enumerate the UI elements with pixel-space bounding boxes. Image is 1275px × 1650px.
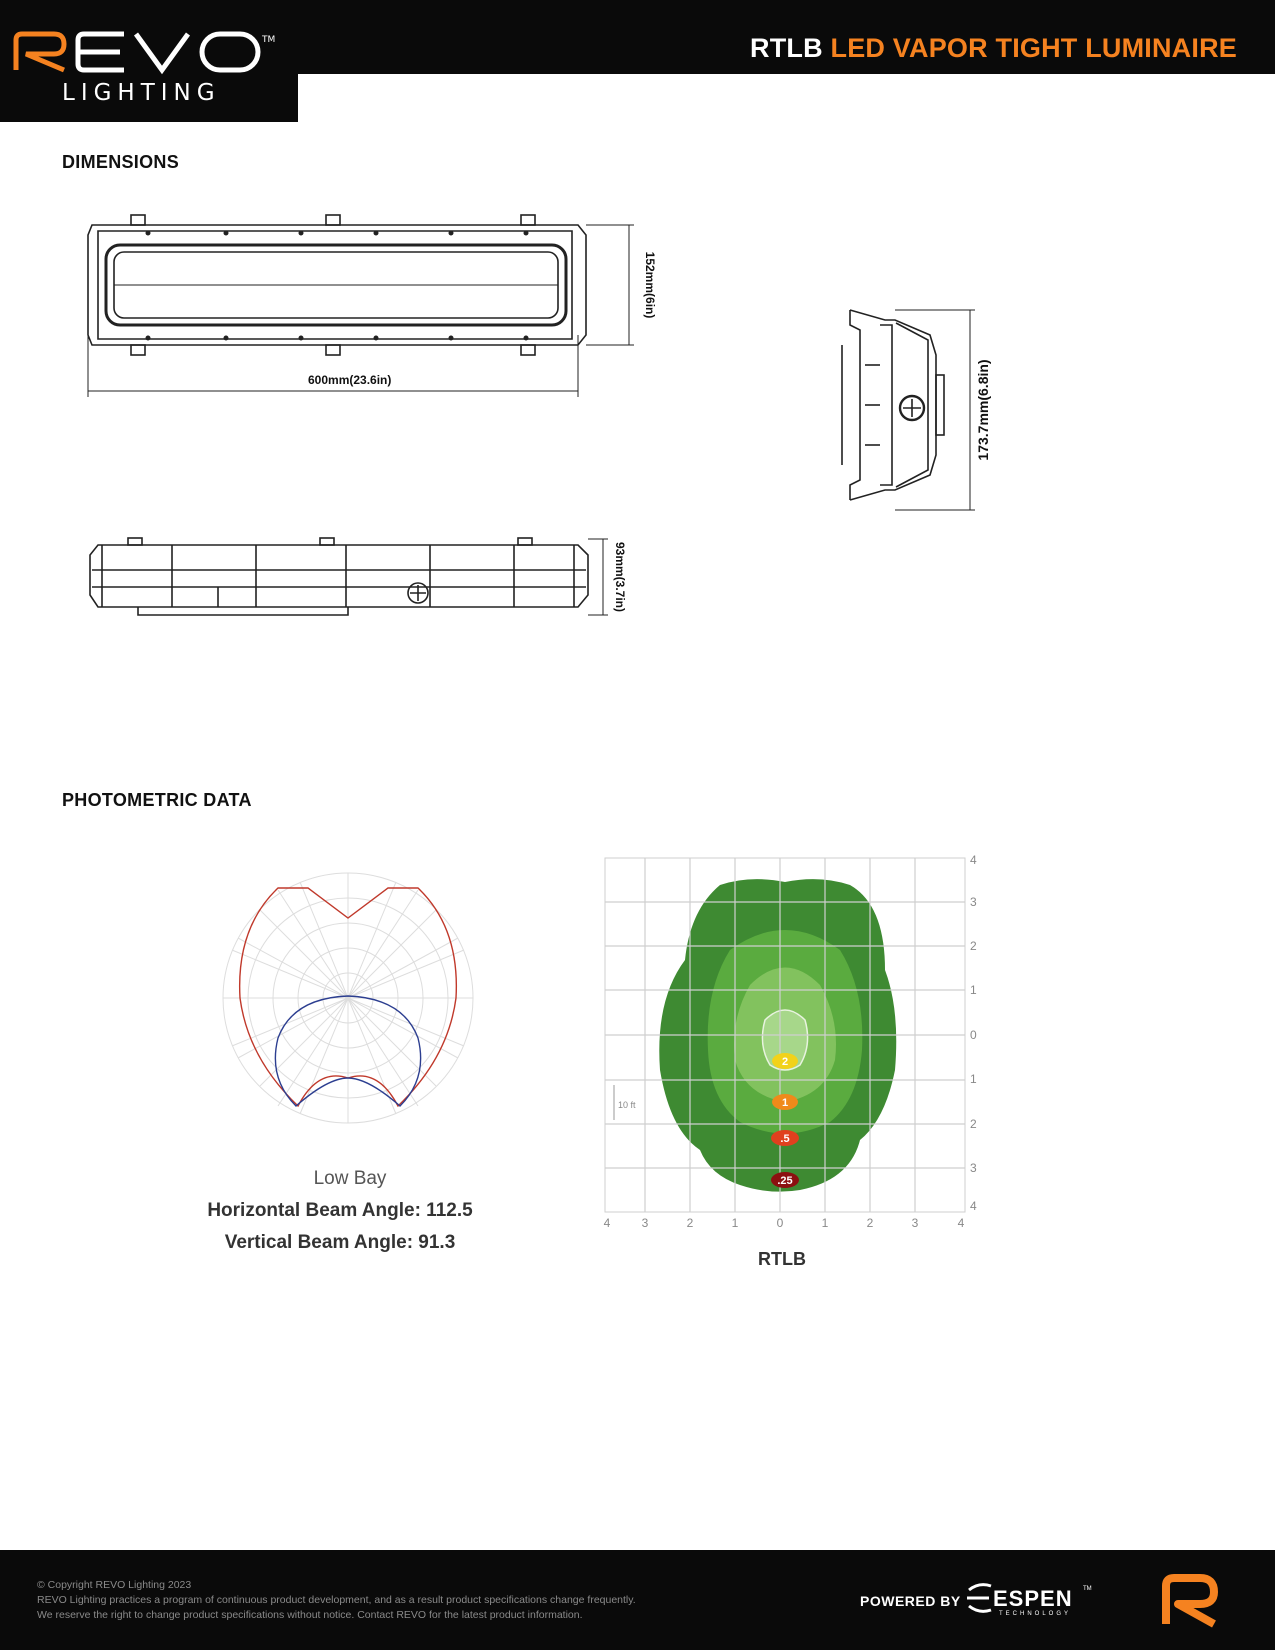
- contour-label-025: .25: [777, 1175, 793, 1187]
- bottom-tick: 0: [776, 1216, 784, 1230]
- footer: [0, 1550, 1275, 1650]
- polar-caption: Low Bay: [313, 1168, 387, 1189]
- disclaimer-line-1: REVO Lighting practices a program of continuous product development, and as a result product specifications change frequently.: [37, 1594, 636, 1606]
- bottom-tick: 2: [686, 1216, 694, 1230]
- bottom-tick: 3: [911, 1216, 919, 1230]
- polar-distribution-chart: [218, 868, 478, 1138]
- bottom-tick: 4: [603, 1216, 611, 1230]
- powered-by-label: POWERED BY: [860, 1593, 961, 1609]
- right-tick: 4: [970, 853, 977, 867]
- top-view-drawing: [86, 205, 657, 405]
- right-tick: 1: [970, 983, 977, 997]
- horizontal-beam-angle: Horizontal Beam Angle: 112.5: [207, 1200, 473, 1221]
- page-title: [750, 33, 1237, 64]
- disclaimer-line-2: We reserve the right to change product specifications without notice. Contact REVO for the latest product information.: [37, 1609, 583, 1621]
- espen-wordmark: ESPEN: [993, 1586, 1073, 1611]
- espen-subtitle: TECHNOLOGY: [999, 1611, 1072, 1617]
- bottom-tick: 3: [641, 1216, 649, 1230]
- bottom-tick: 2: [866, 1216, 874, 1230]
- trademark: TM: [262, 35, 276, 45]
- right-tick: 4: [970, 1199, 977, 1213]
- isofootcandle-chart: [600, 850, 990, 1230]
- footer-disclaimer: [37, 1578, 636, 1623]
- right-tick: 0: [970, 1028, 977, 1042]
- brand-subtitle: LIGHTING: [62, 80, 221, 106]
- vertical-beam-angle: Vertical Beam Angle: 91.3: [224, 1232, 456, 1253]
- copyright-text: © Copyright REVO Lighting 2023: [37, 1579, 192, 1591]
- revo-r-icon: [1160, 1572, 1220, 1628]
- contour-label-1: 1: [781, 1097, 789, 1109]
- isofootcandle-caption: RTLB: [758, 1249, 806, 1269]
- espen-trademark: TM: [1083, 1586, 1092, 1592]
- side-height-label: 93mm(3.7in): [613, 541, 627, 613]
- revo-wordmark: [12, 30, 276, 74]
- right-tick: 2: [970, 1117, 977, 1131]
- end-view-drawing: [840, 305, 1030, 515]
- bottom-tick: 1: [821, 1216, 829, 1230]
- bottom-tick: 4: [957, 1216, 965, 1230]
- contour-label-05: .5: [780, 1133, 790, 1145]
- right-tick: 3: [970, 1161, 977, 1175]
- right-tick: 1: [970, 1072, 977, 1086]
- right-tick: 2: [970, 939, 977, 953]
- top-width-label: 600mm(23.6in): [308, 373, 392, 387]
- right-tick: 3: [970, 895, 977, 909]
- product-name: LED VAPOR TIGHT LUMINAIRE: [830, 33, 1237, 63]
- top-height-label: 152mm(6in): [643, 251, 657, 319]
- espen-logo[interactable]: [965, 1578, 1095, 1618]
- product-code: RTLB: [750, 33, 823, 63]
- brand-logo[interactable]: [0, 0, 298, 122]
- end-height-label: 173.7mm(6.8in): [975, 359, 991, 461]
- photometric-heading: PHOTOMETRIC DATA: [62, 790, 252, 810]
- side-view-drawing: [88, 535, 648, 630]
- dimensions-heading: DIMENSIONS: [62, 152, 180, 172]
- bottom-tick: 1: [731, 1216, 739, 1230]
- contour-label-2: 2: [781, 1056, 789, 1068]
- scale-label: 10 ft: [618, 1100, 636, 1110]
